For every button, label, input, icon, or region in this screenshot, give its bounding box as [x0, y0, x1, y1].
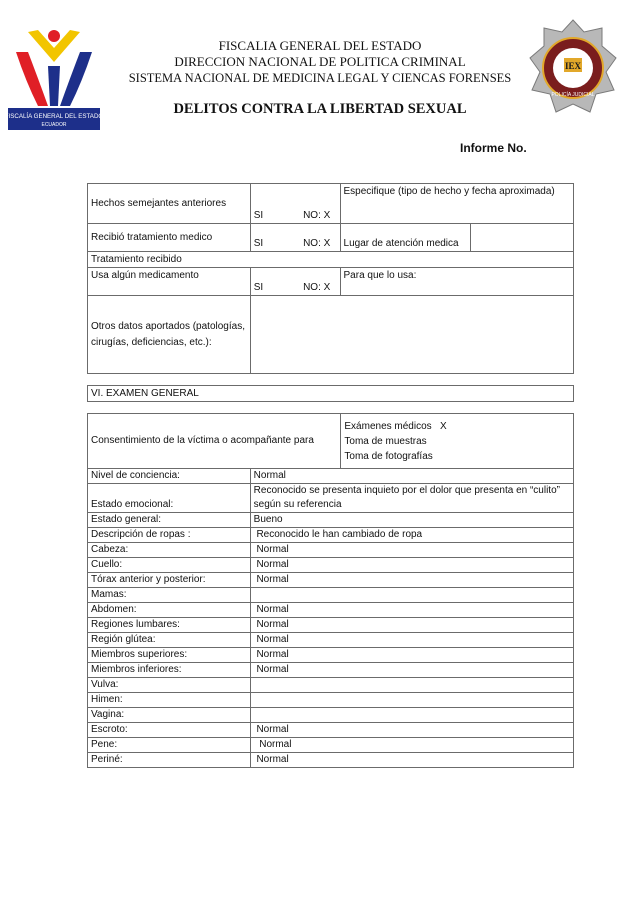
medicamento-uso: Para que lo usa: — [340, 268, 573, 296]
consent-option: Exámenes médicos X — [344, 420, 447, 432]
exam-row — [88, 573, 574, 588]
logo-left-sub: ECUADOR — [41, 122, 67, 128]
tratamiento-label: Recibió tratamiento medico — [88, 224, 251, 252]
exam-row-value: Normal — [250, 558, 573, 573]
medicamento-si: SI — [250, 268, 300, 296]
section-vi-title: VI. EXAMEN GENERAL — [88, 386, 574, 402]
exam-row-label: Región glútea: — [88, 633, 251, 648]
consent-row — [88, 414, 574, 469]
exam-row-label: Estado general: — [88, 513, 251, 528]
exam-row-value: Normal — [250, 648, 573, 663]
exam-row-value: Normal — [250, 738, 573, 753]
fiscalia-logo — [8, 22, 100, 130]
otros-datos-value — [250, 296, 573, 374]
exam-row-value: Normal — [250, 469, 573, 484]
table-row — [88, 252, 574, 268]
exam-row-value — [250, 708, 573, 723]
exam-row-value: Normal — [250, 753, 573, 768]
exam-row-label: Cabeza: — [88, 543, 251, 558]
consent-option: Toma de fotografías — [344, 450, 433, 462]
exam-row-value: Normal — [250, 618, 573, 633]
logo-right-text: IEX — [564, 61, 582, 71]
exam-row — [88, 648, 574, 663]
exam-rows — [88, 469, 574, 768]
exam-row — [88, 723, 574, 738]
exam-row-value: Normal — [250, 603, 573, 618]
otros-datos-label: Otros datos aportados (patologías, cirugías, deficiencias, etc.): — [88, 296, 251, 374]
exam-row-value: Normal — [250, 633, 573, 648]
exam-row-value — [250, 678, 573, 693]
exam-row-label: Tórax anterior y posterior: — [88, 573, 251, 588]
header-line-1: FISCALIA GENERAL DEL ESTADO — [218, 38, 422, 53]
exam-row-value: Reconocido le han cambiado de ropa — [250, 528, 573, 543]
lugar-atencion-value — [471, 224, 574, 252]
tratamiento-recibido-label: Tratamiento recibido — [88, 252, 574, 268]
exam-row — [88, 708, 574, 723]
exam-row-value: Normal — [250, 723, 573, 738]
exam-row-value: Normal — [250, 573, 573, 588]
table-row — [88, 268, 574, 296]
exam-row-label: Himen: — [88, 693, 251, 708]
exam-row-label: Vulva: — [88, 678, 251, 693]
logo-right-sub: POLICÍA JUDICIAL — [551, 92, 595, 98]
exam-row — [88, 543, 574, 558]
exam-row — [88, 603, 574, 618]
hechos-label: Hechos semejantes anteriores — [88, 184, 251, 224]
header-line-3: SISTEMA NACIONAL DE MEDICINA LEGAL Y CIENCAS FORENSES — [128, 71, 512, 85]
logo-left-text: FISCALÍA GENERAL DEL ESTADO — [8, 113, 100, 120]
table-row — [88, 224, 574, 252]
exam-row-value — [250, 588, 573, 603]
consent-label: Consentimiento de la víctima o acompañante para — [88, 414, 341, 469]
exam-row — [88, 618, 574, 633]
exam-row-label: Regiones lumbares: — [88, 618, 251, 633]
exam-row — [88, 678, 574, 693]
exam-row-label: Pene: — [88, 738, 251, 753]
informe-number-label: Informe No. — [460, 141, 527, 155]
exam-row — [88, 528, 574, 543]
exam-row — [88, 469, 574, 484]
section-vi-table — [87, 385, 574, 402]
exam-row — [88, 738, 574, 753]
exam-row-label: Vagina: — [88, 708, 251, 723]
exam-row — [88, 558, 574, 573]
exam-row-value — [250, 693, 573, 708]
exam-row-label: Descripción de ropas : — [88, 528, 251, 543]
policia-judicial-badge — [528, 18, 618, 120]
tratamiento-si: SI — [250, 224, 300, 252]
medicamento-label: Usa algún medicamento — [88, 268, 251, 296]
document-title: DELITOS CONTRA LA LIBERTAD SEXUAL — [173, 101, 467, 117]
header-line-2: DIRECCION NACIONAL DE POLITICA CRIMINAL — [174, 54, 466, 69]
exam-row-label: Estado emocional: — [88, 484, 251, 513]
exam-row-value: Normal — [250, 543, 573, 558]
exam-row — [88, 484, 574, 513]
consent-options — [341, 414, 574, 469]
table-row — [88, 184, 574, 224]
medicamento-no: NO: X — [300, 268, 340, 296]
exam-row — [88, 588, 574, 603]
exam-row-label: Nivel de conciencia: — [88, 469, 251, 484]
exam-table — [87, 413, 574, 768]
lugar-atencion: Lugar de atención medica — [340, 224, 471, 252]
exam-row — [88, 693, 574, 708]
exam-row-label: Abdomen: — [88, 603, 251, 618]
exam-row-value: Normal — [250, 663, 573, 678]
exam-row-value: Bueno — [250, 513, 573, 528]
exam-row-label: Cuello: — [88, 558, 251, 573]
tratamiento-no: NO: X — [300, 224, 340, 252]
consent-option: Toma de muestras — [344, 435, 427, 447]
exam-row — [88, 753, 574, 768]
hechos-si: SI — [250, 184, 300, 224]
exam-row-label: Mamas: — [88, 588, 251, 603]
exam-row — [88, 513, 574, 528]
hechos-no: NO: X — [300, 184, 340, 224]
exam-row-value: Reconocido se presenta inquieto por el dolor que presenta en “culito” según su referencia — [250, 484, 573, 513]
exam-row — [88, 663, 574, 678]
history-table — [87, 183, 574, 374]
exam-row-label: Periné: — [88, 753, 251, 768]
exam-row — [88, 633, 574, 648]
exam-row-label: Escroto: — [88, 723, 251, 738]
exam-row-label: Miembros superiores: — [88, 648, 251, 663]
exam-row-label: Miembros inferiores: — [88, 663, 251, 678]
table-row — [88, 296, 574, 374]
hechos-spec: Especifique (tipo de hecho y fecha aproximada) — [340, 184, 573, 224]
